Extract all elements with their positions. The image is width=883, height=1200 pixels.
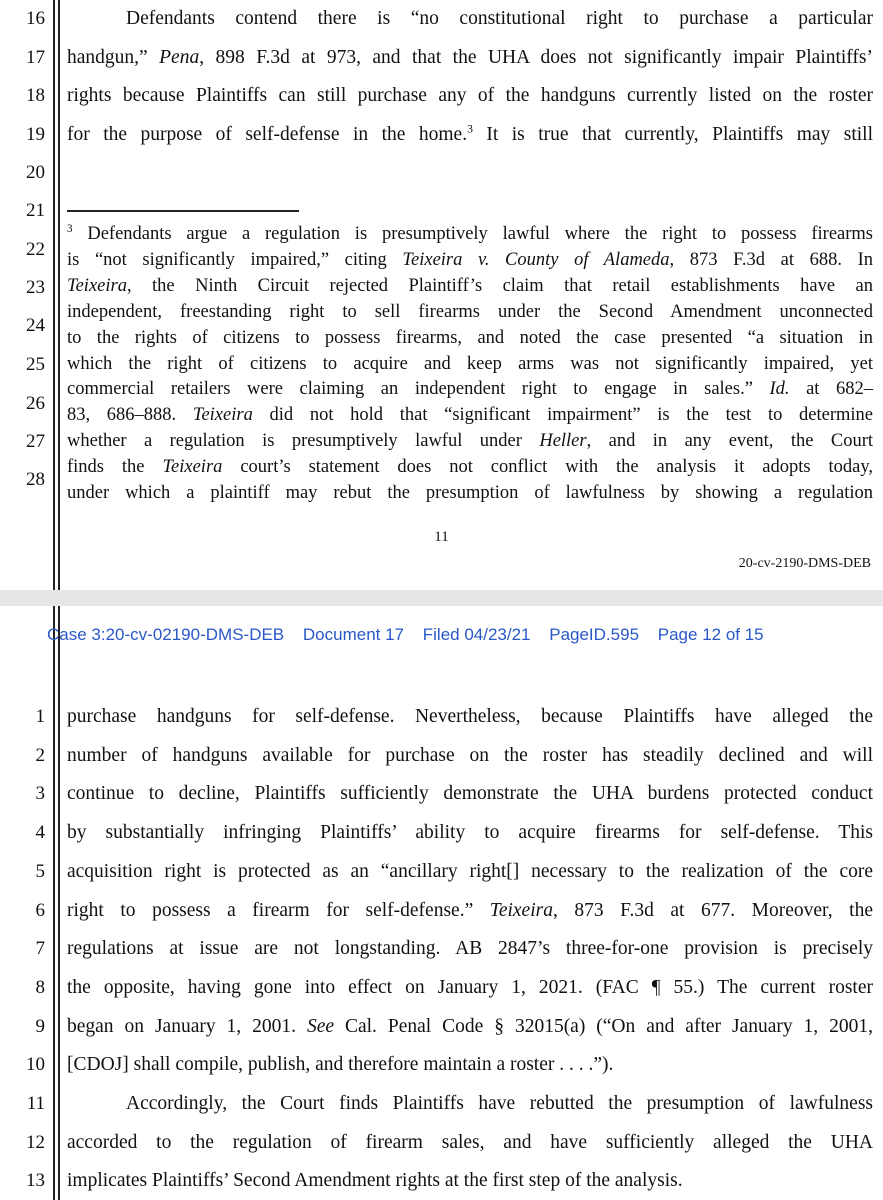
footnote-line: under which a plaintiff may rebut the presumption of lawfulness by showing a regulation — [67, 483, 873, 503]
page-number: 11 — [434, 529, 449, 545]
body-text-line: began on January 1, 2001. See Cal. Penal Code § 32015(a) (“On and after January 1, 2001, — [67, 1015, 874, 1037]
footnote-line: $^3$ Defendants argue a regulation is presumptively lawful where the right to possess firearms — [67, 222, 873, 244]
line-number-rule-left — [53, 606, 55, 1200]
body-text-line: accorded to the regulation of firearm sales, and have sufficiently alleged the UHA — [67, 1131, 873, 1153]
line-number: 25 — [26, 354, 45, 375]
footnote-line: commercial retailers were claiming an independent right to engage in sales.” Id. at 682– — [67, 379, 873, 400]
body-text-line: continue to decline, Plaintiffs sufficiently demonstrate the UHA burdens protected conduct — [67, 783, 873, 805]
footnote-line: Teixeira, the Ninth Circuit rejected Plaintiff’s claim that retail establishments have an — [67, 275, 873, 296]
footnote-line: finds the Teixeira court’s statement does not conflict with the analysis it adopts today, — [67, 457, 873, 478]
body-text-line: handgun,” Pena, 898 F.3d at 973, and that the UHA does not significantly impair Plaintiffs’ — [67, 46, 874, 68]
line-number: 17 — [26, 46, 45, 68]
line-number: 19 — [26, 123, 45, 145]
header-page-count: Page 12 of 15 — [657, 625, 764, 644]
body-text-line: purchase handguns for self-defense. Nevertheless, because Plaintiffs have alleged the — [67, 706, 873, 727]
document-page-12 — [0, 606, 883, 1200]
line-number: 23 — [26, 277, 45, 298]
header-case-link[interactable]: Case 3:20-cv-02190-DMS-DEB — [47, 625, 285, 644]
body-text-line: acquisition right is protected as an “ancillary right[] necessary to the realization of the core — [67, 860, 873, 882]
line-number-rule-right — [58, 0, 60, 590]
line-number: 24 — [26, 315, 45, 336]
footnote-line: whether a regulation is presumptively lawful under Heller, and in any event, the Court — [67, 431, 873, 452]
body-text-line: right to possess a firearm for self-defense.” Teixeira, 873 F.3d at 677. Moreover, the — [67, 899, 873, 921]
header-document-link[interactable]: Document 17 — [302, 625, 405, 644]
body-text-line: number of handguns available for purchase on the roster has steadily declined and will — [67, 744, 873, 766]
footnote-line: which the right of citizens to acquire and keep arms was not significantly impaired, yet — [67, 353, 873, 374]
line-number: 21 — [26, 200, 45, 221]
line-number: 9 — [35, 1015, 45, 1037]
line-number: 20 — [26, 162, 45, 183]
body-text-line: Accordingly, the Court finds Plaintiffs have rebutted the presumption of lawfulness — [126, 1093, 873, 1114]
line-number: 3 — [35, 783, 45, 805]
line-number: 16 — [26, 8, 45, 29]
document-page-11 — [0, 0, 883, 590]
line-number-rule-left — [53, 0, 55, 590]
line-number: 4 — [35, 822, 45, 844]
case-number-footer: 20-cv-2190-DMS-DEB — [738, 556, 871, 571]
line-number: 13 — [26, 1170, 45, 1192]
ecf-header — [47, 625, 778, 645]
body-text-line: regulations at issue are not longstanding. AB 2847’s three-for-one provision is precisely — [67, 938, 873, 960]
line-number: 27 — [26, 431, 45, 452]
line-number: 8 — [35, 976, 45, 998]
header-filed-date: Filed 04/23/21 — [422, 625, 531, 644]
body-text-line: Defendants contend there is “no constitutional right to purchase a particular — [126, 8, 873, 29]
line-number: 6 — [35, 899, 45, 921]
line-number: 12 — [26, 1131, 45, 1153]
body-text-line: rights because Plaintiffs can still purchase any of the handguns currently listed on the roster — [67, 85, 873, 106]
line-number: 10 — [26, 1054, 45, 1076]
line-number: 5 — [35, 860, 45, 882]
line-number: 7 — [35, 938, 45, 960]
footnote-line: to the rights of citizens to possess firearms, and noted the case presented “a situation in — [67, 327, 873, 348]
footnote-line: independent, freestanding right to sell firearms under the Second Amendment unconnected — [67, 301, 873, 322]
line-number-rule-right — [58, 606, 60, 1200]
line-number: 22 — [26, 239, 45, 260]
footnote-rule — [67, 210, 299, 212]
line-number: 26 — [26, 393, 45, 414]
footnote-line: 83, 686–888. Teixeira did not hold that “significant impairment” is the test to determine — [67, 405, 873, 426]
line-number: 2 — [35, 744, 45, 766]
body-text-line: the opposite, having gone into effect on January 1, 2021. (FAC ¶ 55.) The current roster — [67, 976, 873, 998]
body-text-line: implicates Plaintiffs’ Second Amendment rights at the first step of the analysis. — [67, 1170, 683, 1192]
footnote-line: is “not significantly impaired,” citing Teixeira v. County of Alameda, 873 F.3d at 688. In — [67, 249, 873, 270]
header-page-id: PageID.595 — [549, 625, 640, 644]
body-text-line: by substantially infringing Plaintiffs’ ability to acquire firearms for self-defense. This — [67, 822, 873, 844]
line-number: 28 — [26, 469, 45, 490]
body-text-line: for the purpose of self-defense in the home.$^3$ It is true that currently, Plaintiffs may still — [67, 122, 873, 145]
line-number: 11 — [26, 1093, 45, 1114]
line-number: 18 — [26, 85, 45, 106]
page-separator — [0, 590, 883, 606]
line-number: 1 — [35, 706, 45, 727]
body-text-line: [CDOJ] shall compile, publish, and therefore maintain a roster . . . .”). — [67, 1054, 614, 1076]
